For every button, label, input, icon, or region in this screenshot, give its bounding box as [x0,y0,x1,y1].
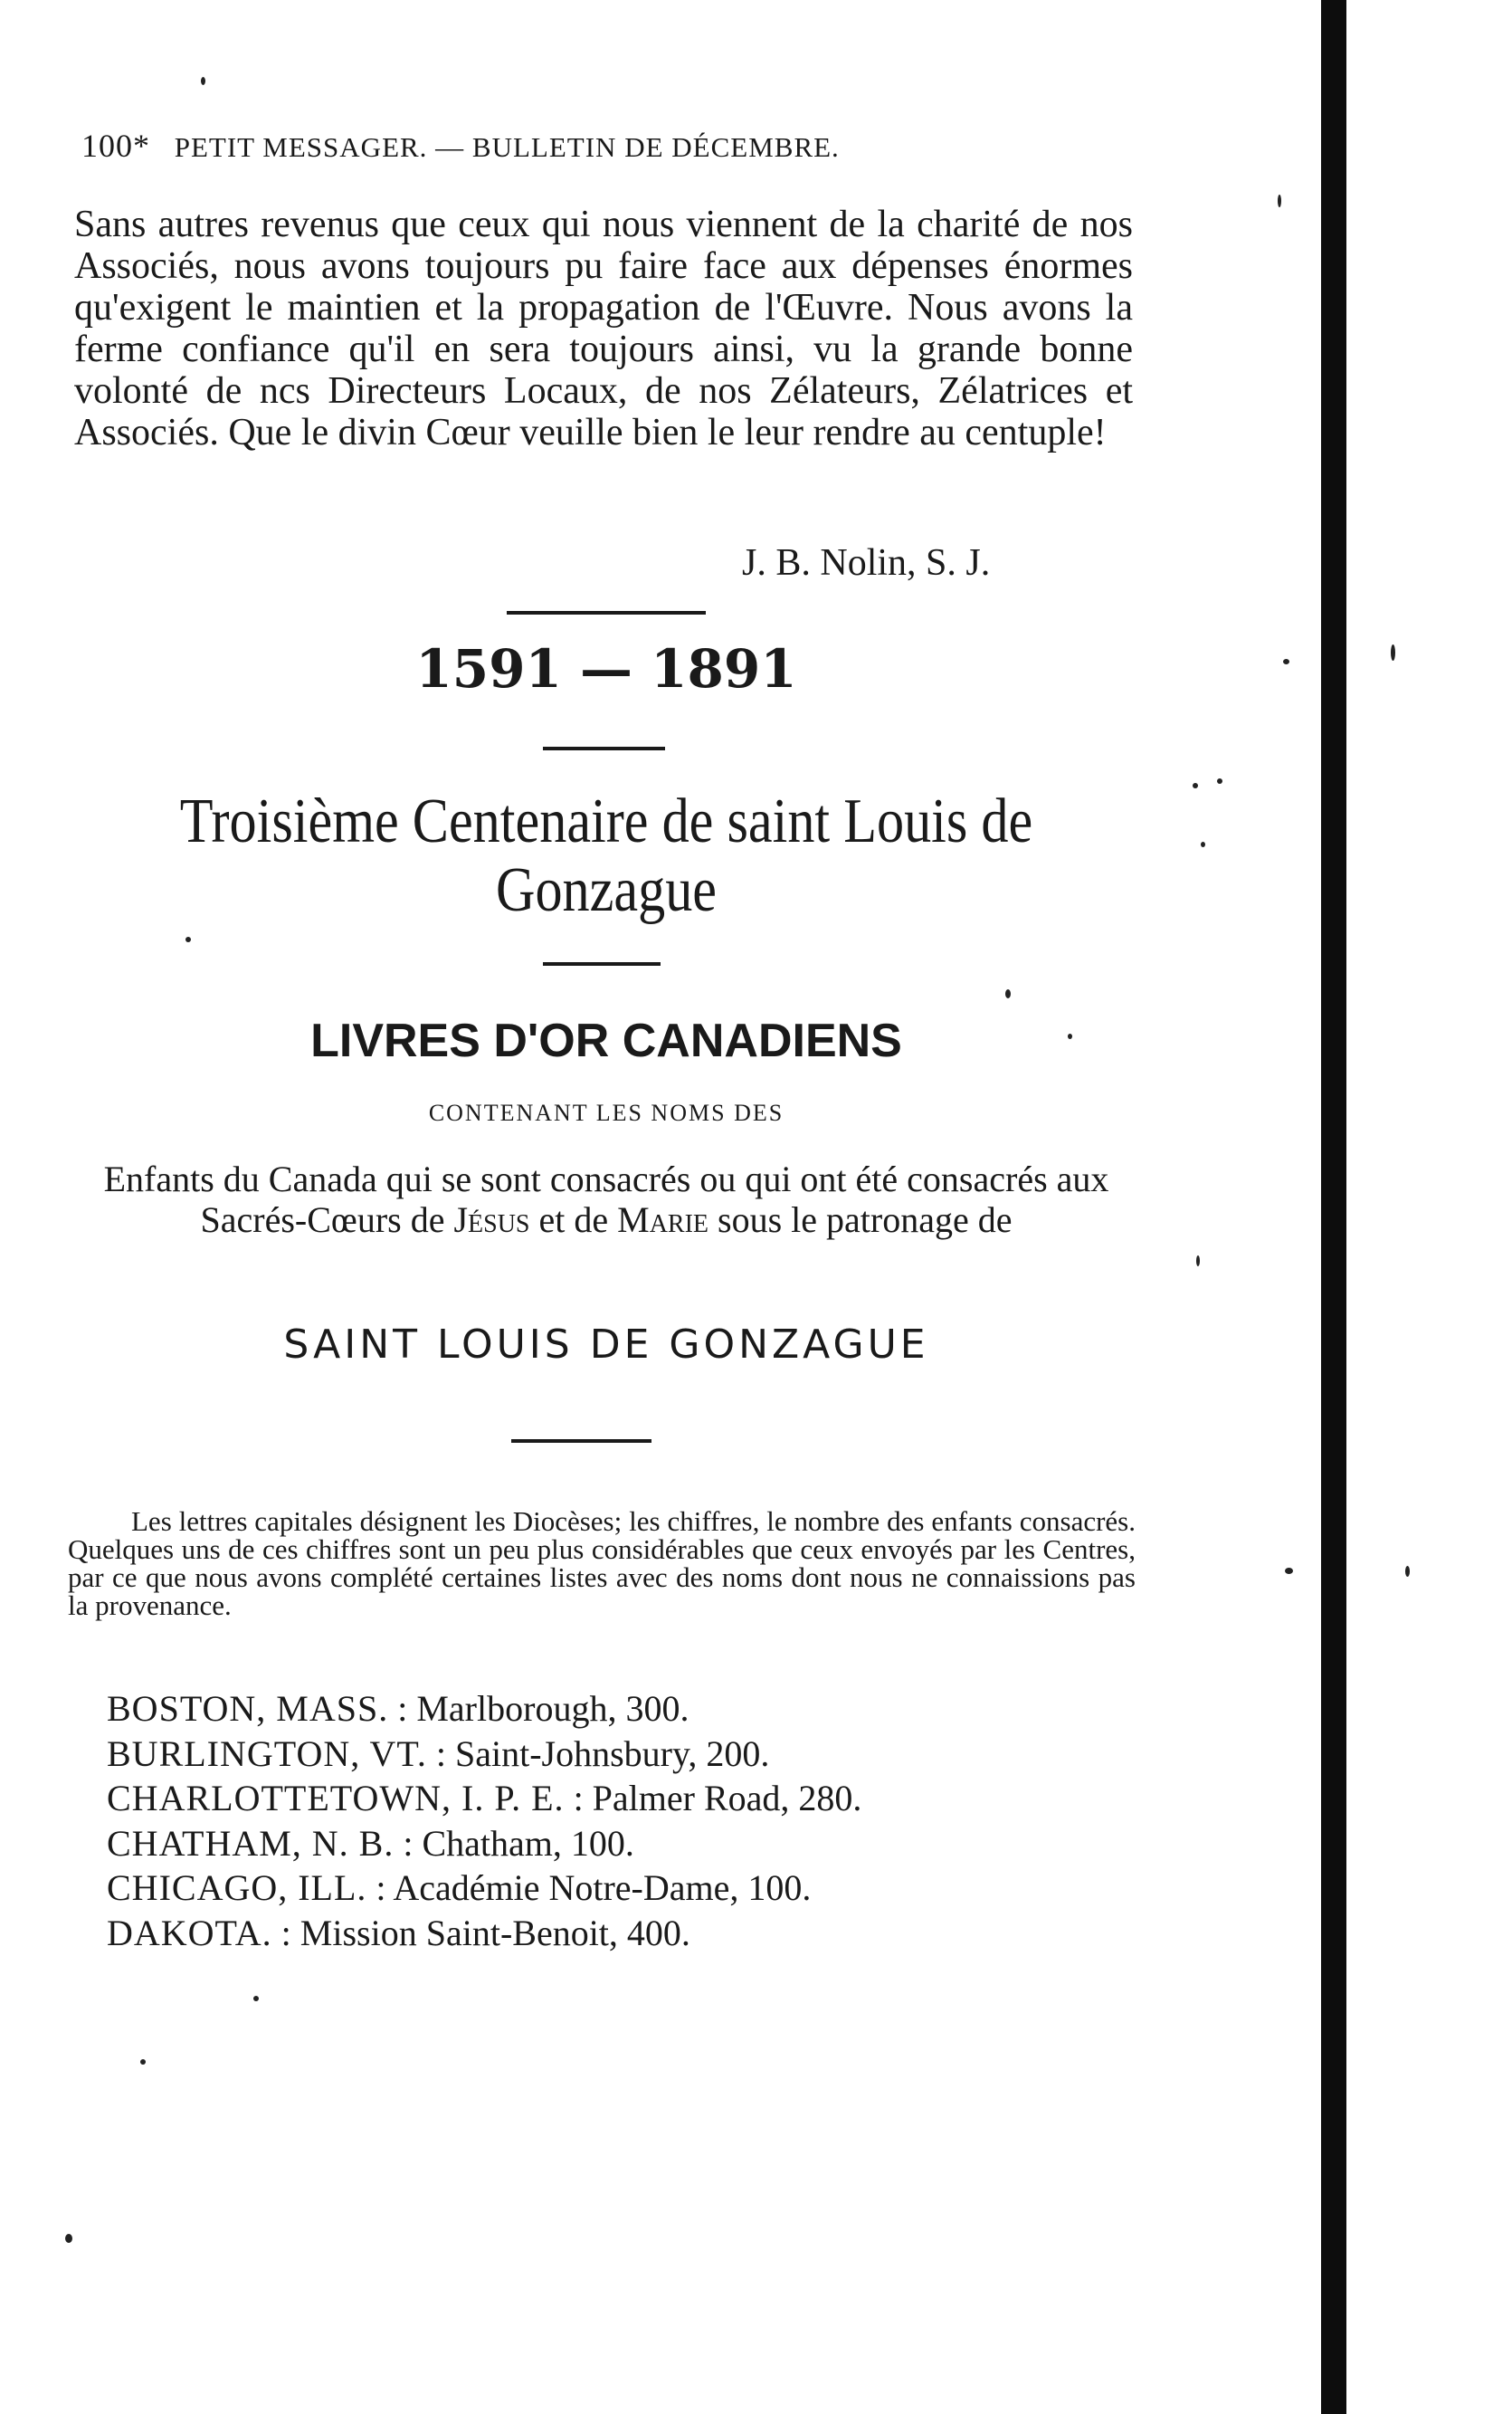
centenary-title [139,787,1073,925]
page-number: 100* [81,128,150,164]
list-item [107,1732,861,1777]
diocese-detail: : Palmer Road, 280. [573,1778,862,1818]
description-text: Enfants du Canada qui se sont consacrés ou qui ont été consacrés aux Sacrés-Cœurs de [103,1159,1109,1240]
diocese-name: CHATHAM, N. B. [107,1822,395,1864]
containing-line: CONTENANT LES NOMS DES [428,1100,785,1126]
scan-speck [1193,783,1198,788]
description-text: sous le patronage de [708,1199,1013,1240]
scan-speck [1278,195,1281,207]
scan-speck [253,1996,259,2001]
diocese-detail: : Chatham, 100. [403,1822,634,1864]
livres-dor-heading: LIVRES D'OR CANADIENS [310,1015,902,1067]
scan-speck [1068,1034,1072,1039]
list-item [107,1821,861,1866]
scan-speck [201,77,205,85]
scan-speck [140,2059,146,2065]
diocese-detail: : Saint-Johnsbury, 200. [435,1732,770,1774]
scan-speck [1217,778,1222,784]
scan-speck [1005,989,1011,998]
scan-speck [1196,1255,1200,1266]
diocese-detail: : Mission Saint-Benoit, 400. [281,1912,690,1953]
scan-speck [1283,659,1289,664]
divider-rule [543,962,661,966]
title-line-1: Troisième Centenaire de saint Louis de [179,787,1033,856]
dedication-description [63,1159,1149,1240]
scan-speck [1405,1566,1410,1577]
title-line-2: Gonzague [495,855,718,925]
diocese-list [107,1686,861,1955]
list-item [107,1686,861,1732]
divider-rule [511,1439,651,1443]
scan-speck [1285,1568,1293,1574]
diocese-name: CHARLOTTETOWN, I. P. E. [107,1778,565,1818]
editorial-note: Les lettres capitales désignent les Diocèses; les chiffres, le nombre des enfants consacrés. Quelques uns de ces chiffres sont un peu plus considérables que ceux envoyés par les Centres, par ce que nous avons complété certaines listes avec des noms dont nous ne connaissions pas la provenance. [68,1505,1136,1621]
scan-speck [1201,842,1205,847]
diocese-name: DAKOTA. [107,1912,272,1953]
scan-speck [185,937,191,942]
diocese-name: BURLINGTON, VT. [107,1732,427,1774]
divider-rule [507,611,706,615]
diocese-detail: : Académie Notre-Dame, 100. [376,1867,812,1908]
running-head [81,127,1059,165]
description-text: et de [529,1199,618,1240]
scan-speck [65,2234,72,2243]
divider-rule [543,747,665,750]
scan-speck [1391,644,1395,661]
intro-paragraph: Sans autres revenus que ceux qui nous viennent de la charité de nos Associés, nous avons toujours pu faire face aux dépenses énormes qu'exigent le maintien et la propagation de l'Œuvre. Nous avons la ferme confiance qu'il en sera toujours ainsi, vu la grande bonne volonté de ncs Directeurs Locaux, de nos Zélateurs, Zélatrices et Associés. Que le divin Cœur veuille bien le leur rendre au centuple! [74,204,1133,453]
binding-edge [1321,0,1346,2414]
running-title: PETIT MESSAGER. — BULLETIN DE DÉCEMBRE. [174,131,840,163]
patron-name: SAINT LOUIS DE GONZAGUE [283,1321,929,1368]
diocese-name: BOSTON, MASS. [107,1688,389,1729]
description-jesus: Jésus [453,1199,530,1240]
description-marie: Marie [617,1199,709,1240]
list-item [107,1776,861,1821]
list-item [107,1911,861,1956]
diocese-name: CHICAGO, ILL. [107,1867,367,1908]
signature: J. B. Nolin, S. J. [742,542,991,584]
diocese-detail: : Marlborough, 300. [397,1688,689,1729]
list-item [107,1865,861,1911]
centenary-years: 1591 — 1891 [415,638,797,700]
